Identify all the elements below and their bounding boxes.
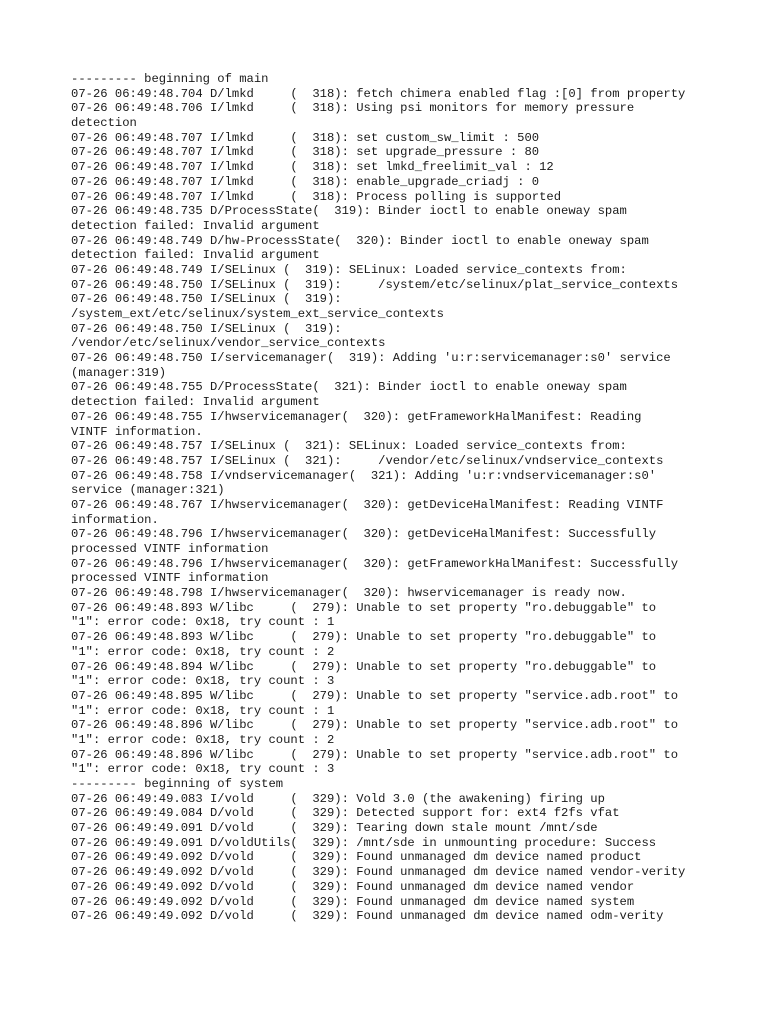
log-line: detection xyxy=(71,116,137,131)
log-line: 07-26 06:49:48.755 D/ProcessState( 321): Binder ioctl to enable oneway spam xyxy=(71,380,627,395)
log-line: 07-26 06:49:48.796 I/hwservicemanager( 320): getDeviceHalManifest: Successfully xyxy=(71,527,657,542)
log-line: 07-26 06:49:48.755 I/hwservicemanager( 320): getFrameworkHalManifest: Reading xyxy=(71,409,642,424)
log-line: 07-26 06:49:48.707 I/lmkd ( 318): set lmkd_freelimit_val : 12 xyxy=(71,160,554,175)
log-line: "1": error code: 0x18, try count : 2 xyxy=(71,732,335,747)
log-line: /vendor/etc/selinux/vendor_service_contexts xyxy=(71,336,386,351)
log-line: 07-26 06:49:48.750 I/SELinux ( 319): xyxy=(71,292,342,307)
log-line: "1": error code: 0x18, try count : 1 xyxy=(71,703,335,718)
log-line: 07-26 06:49:49.092 D/vold ( 329): Found unmanaged dm device named system xyxy=(71,894,635,909)
log-line: 07-26 06:49:49.083 I/vold ( 329): Vold 3.0 (the awakening) firing up xyxy=(71,791,605,806)
log-line: 07-26 06:49:48.757 I/SELinux ( 321): /vendor/etc/selinux/vndservice_contexts xyxy=(71,453,664,468)
log-line: 07-26 06:49:48.707 I/lmkd ( 318): enable_upgrade_criadj : 0 xyxy=(71,174,540,189)
log-line: 07-26 06:49:49.084 D/vold ( 329): Detected support for: ext4 f2fs vfat xyxy=(71,806,620,821)
log-line: 07-26 06:49:48.893 W/libc ( 279): Unable to set property "ro.debuggable" to xyxy=(71,600,657,615)
log-line: 07-26 06:49:49.092 D/vold ( 329): Found unmanaged dm device named vendor-verity xyxy=(71,865,686,880)
log-line: 07-26 06:49:48.750 I/SELinux ( 319): xyxy=(71,321,342,336)
log-line: 07-26 06:49:48.707 I/lmkd ( 318): set custom_sw_limit : 500 xyxy=(71,130,540,145)
log-line: detection failed: Invalid argument xyxy=(71,218,320,233)
log-line: "1": error code: 0x18, try count : 3 xyxy=(71,762,335,777)
log-line: 07-26 06:49:49.091 D/vold ( 329): Tearing down stale mount /mnt/sde xyxy=(71,821,598,836)
log-line: information. xyxy=(71,512,159,527)
log-line: 07-26 06:49:48.750 I/servicemanager( 319): Adding 'u:r:servicemanager:s0' service xyxy=(71,351,671,366)
log-line: detection failed: Invalid argument xyxy=(71,248,320,263)
log-line: 07-26 06:49:48.749 D/hw-ProcessState( 320): Binder ioctl to enable oneway spam xyxy=(71,233,649,248)
log-document xyxy=(71,72,761,924)
log-line: service (manager:321) xyxy=(71,483,225,498)
log-line: 07-26 06:49:49.092 D/vold ( 329): Found unmanaged dm device named product xyxy=(71,850,642,865)
log-line: "1": error code: 0x18, try count : 3 xyxy=(71,674,335,689)
log-line: detection failed: Invalid argument xyxy=(71,395,320,410)
log-line: VINTF information. xyxy=(71,424,203,439)
log-line: 07-26 06:49:48.893 W/libc ( 279): Unable to set property "ro.debuggable" to xyxy=(71,630,657,645)
log-line: 07-26 06:49:48.896 W/libc ( 279): Unable to set property "service.adb.root" to xyxy=(71,718,679,733)
log-line: 07-26 06:49:48.894 W/libc ( 279): Unable to set property "ro.debuggable" to xyxy=(71,659,657,674)
log-line: 07-26 06:49:48.796 I/hwservicemanager( 320): getFrameworkHalManifest: Successfully xyxy=(71,556,679,571)
log-line: 07-26 06:49:48.798 I/hwservicemanager( 320): hwservicemanager is ready now. xyxy=(71,586,627,601)
log-line: processed VINTF information xyxy=(71,571,269,586)
log-line: 07-26 06:49:48.707 I/lmkd ( 318): set upgrade_pressure : 80 xyxy=(71,145,540,160)
log-line: 07-26 06:49:48.749 I/SELinux ( 319): SELinux: Loaded service_contexts from: xyxy=(71,262,627,277)
log-line: --------- beginning of main xyxy=(71,72,269,86)
log-line: 07-26 06:49:48.767 I/hwservicemanager( 320): getDeviceHalManifest: Reading VINTF xyxy=(71,497,664,512)
log-line: "1": error code: 0x18, try count : 2 xyxy=(71,644,335,659)
log-line: 07-26 06:49:48.896 W/libc ( 279): Unable to set property "service.adb.root" to xyxy=(71,747,679,762)
log-line: 07-26 06:49:49.092 D/vold ( 329): Found unmanaged dm device named odm-verity xyxy=(71,909,664,924)
log-line: 07-26 06:49:48.895 W/libc ( 279): Unable to set property "service.adb.root" to xyxy=(71,688,679,703)
log-line: "1": error code: 0x18, try count : 1 xyxy=(71,615,335,630)
log-line: /system_ext/etc/selinux/system_ext_service_contexts xyxy=(71,307,444,321)
log-line: 07-26 06:49:48.758 I/vndservicemanager( 321): Adding 'u:r:vndservicemanager:s0' xyxy=(71,468,657,483)
log-line: 07-26 06:49:49.092 D/vold ( 329): Found unmanaged dm device named vendor xyxy=(71,879,635,894)
log-line: 07-26 06:49:48.706 I/lmkd ( 318): Using psi monitors for memory pressure xyxy=(71,101,635,116)
log-line: processed VINTF information xyxy=(71,542,269,556)
log-line: 07-26 06:49:48.707 I/lmkd ( 318): Process polling is supported xyxy=(71,189,562,204)
log-line: 07-26 06:49:48.735 D/ProcessState( 319): Binder ioctl to enable oneway spam xyxy=(71,204,627,219)
log-line: (manager:319) xyxy=(71,365,167,380)
log-line: 07-26 06:49:48.750 I/SELinux ( 319): /system/etc/selinux/plat_service_contexts xyxy=(71,277,679,292)
log-line: 07-26 06:49:48.704 D/lmkd ( 318): fetch chimera enabled flag :[0] from property xyxy=(71,86,686,101)
log-line: 07-26 06:49:49.091 D/voldUtils( 329): /mnt/sde in unmounting procedure: Success xyxy=(71,835,657,850)
log-line: 07-26 06:49:48.757 I/SELinux ( 321): SELinux: Loaded service_contexts from: xyxy=(71,439,627,454)
log-line: --------- beginning of system xyxy=(71,777,284,791)
